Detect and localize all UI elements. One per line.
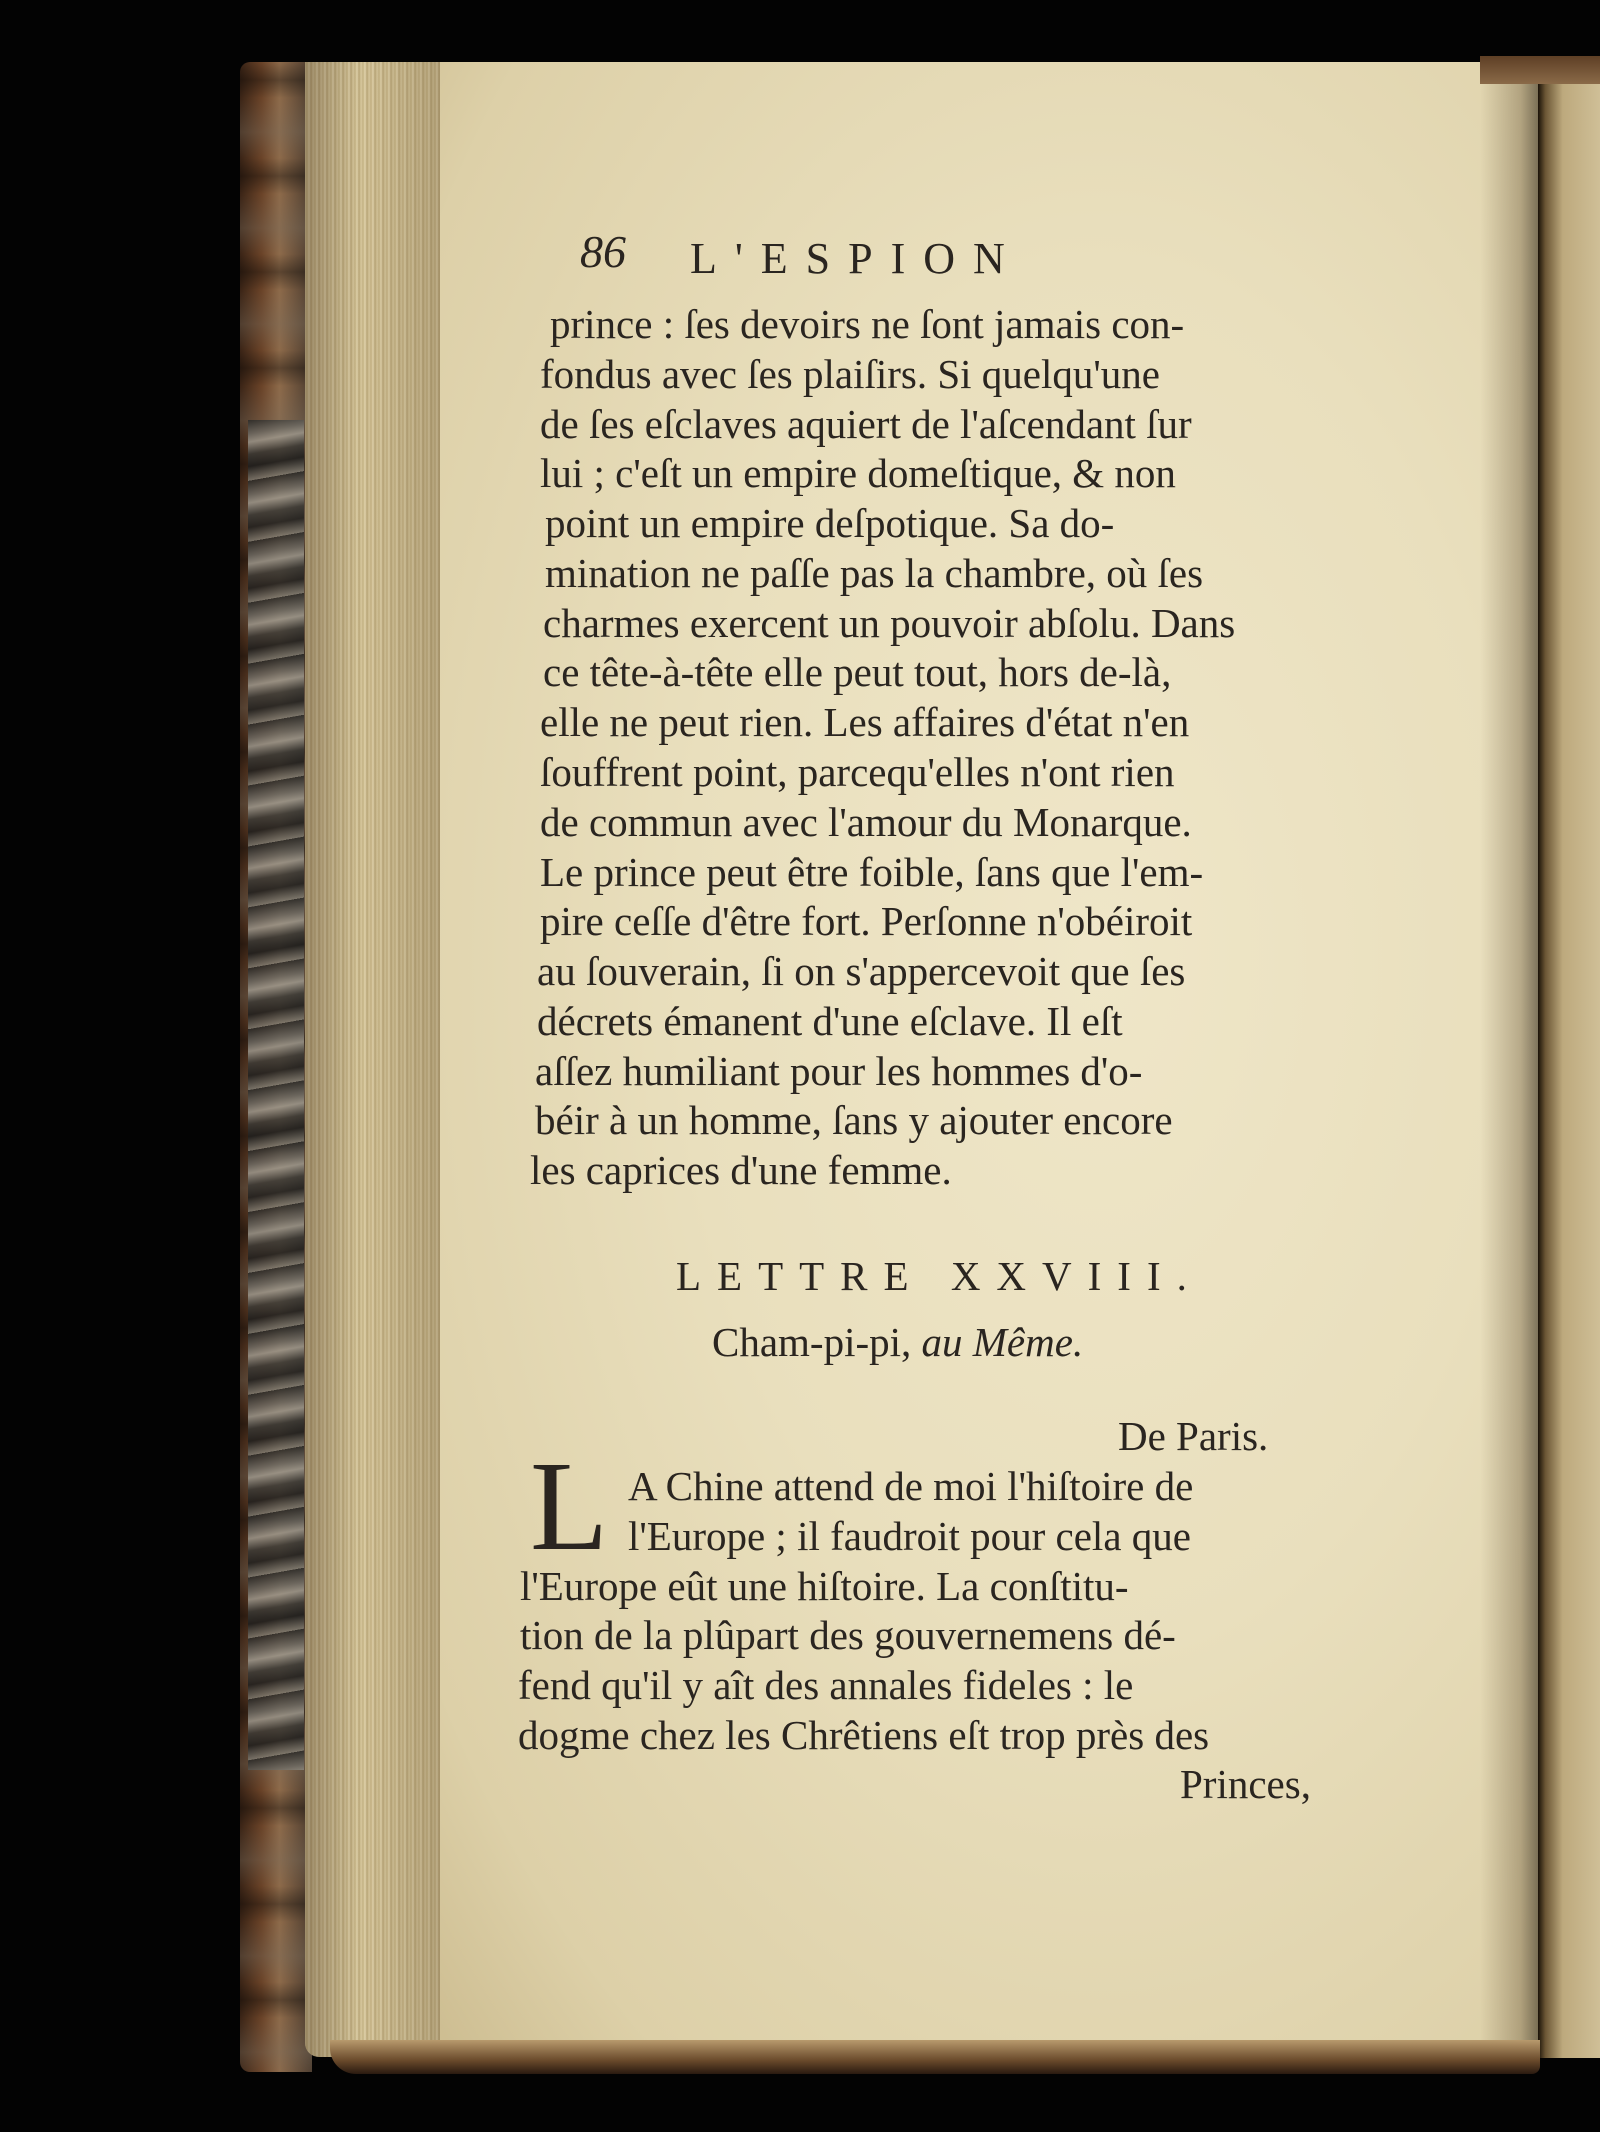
running-head: L'ESPION xyxy=(690,234,1023,283)
page-gutter-shadow xyxy=(1480,62,1538,2048)
body-line: ſouffrent point, parcequ'elles n'ont rien xyxy=(540,749,1175,795)
body-line: au ſouverain, ſi on s'appercevoit que ſes xyxy=(537,948,1186,994)
letter-line: tion de la plûpart des gouvernemens dé- xyxy=(520,1612,1176,1658)
book-bottom-edge xyxy=(330,2040,1540,2074)
body-line: lui ; c'eſt un empire domeſtique, & non xyxy=(540,450,1176,496)
body-line: béir à un homme, ſans y ajouter encore xyxy=(535,1097,1173,1143)
letter-salutation xyxy=(712,1318,1083,1366)
letter-recipient: au Même. xyxy=(921,1319,1084,1365)
body-line: charmes exercent un pouvoir abſolu. Dans xyxy=(543,600,1236,646)
letter-sender: Cham-pi-pi, xyxy=(712,1319,912,1365)
body-line: point un empire deſpotique. Sa do- xyxy=(545,500,1115,546)
marbled-endpaper xyxy=(248,420,304,1770)
letter-line: l'Europe ; il faudroit pour cela que xyxy=(628,1513,1191,1559)
body-line: ce tête-à-tête elle peut tout, hors de-là, xyxy=(543,649,1172,695)
body-line: de commun avec l'amour du Monarque. xyxy=(540,799,1192,845)
body-line: les caprices d'une femme. xyxy=(530,1147,952,1193)
body-line: aſſez humiliant pour les hommes d'o- xyxy=(535,1048,1143,1094)
body-line: décrets émanent d'une eſclave. Il eſt xyxy=(537,998,1123,1044)
facing-page-edge xyxy=(1538,78,1600,2058)
body-line: elle ne peut rien. Les affaires d'état n'en xyxy=(540,699,1190,745)
drop-cap: L xyxy=(530,1435,609,1577)
letter-place: De Paris. xyxy=(1118,1413,1269,1459)
letter-line: l'Europe eût une hiſtoire. La conſtitu- xyxy=(520,1563,1129,1609)
catchword: Princes, xyxy=(1180,1761,1311,1807)
page-number: 86 xyxy=(580,226,626,277)
body-line: Le prince peut être foible, ſans que l'em- xyxy=(540,849,1204,895)
letter-heading: LETTRE XXVIII. xyxy=(676,1253,1203,1299)
body-line: de ſes eſclaves aquiert de l'aſcendant ſur xyxy=(540,401,1192,447)
body-line: pire ceſſe d'être fort. Perſonne n'obéiroit xyxy=(540,898,1193,944)
letter-line: A Chine attend de moi l'hiſtoire de xyxy=(628,1463,1194,1509)
binding-top xyxy=(1480,56,1600,84)
body-line: prince : ſes devoirs ne ſont jamais con- xyxy=(550,301,1185,347)
letter-line: fend qu'il y aît des annales fideles : le xyxy=(518,1662,1134,1708)
body-line: fondus avec ſes plaiſirs. Si quelqu'une xyxy=(540,351,1160,397)
body-line: mination ne paſſe pas la chambre, où ſes xyxy=(545,550,1204,596)
letter-line: dogme chez les Chrêtiens eſt trop près des xyxy=(518,1712,1210,1758)
